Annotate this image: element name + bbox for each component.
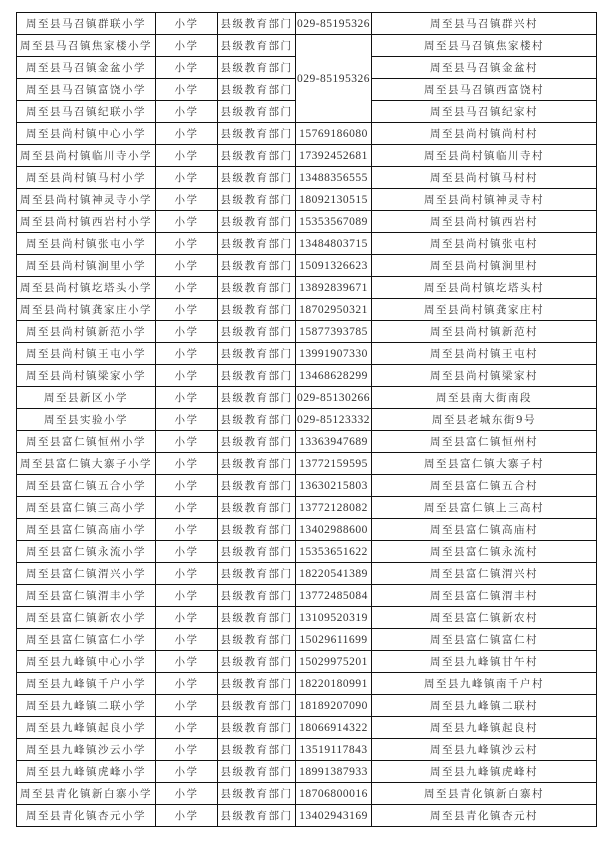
table-row bbox=[17, 585, 597, 607]
department-cell: 县级教育部门 bbox=[218, 189, 296, 211]
department-cell: 县级教育部门 bbox=[218, 673, 296, 695]
school-name-cell: 周至县九峰镇起良小学 bbox=[17, 717, 156, 739]
table-row bbox=[17, 211, 597, 233]
phone-cell: 15353651622 bbox=[296, 541, 372, 563]
school-level-cell: 小学 bbox=[156, 123, 218, 145]
school-name-cell: 周至县富仁镇高庙小学 bbox=[17, 519, 156, 541]
table-row bbox=[17, 343, 597, 365]
table-body bbox=[17, 13, 597, 827]
phone-cell: 13488356555 bbox=[296, 167, 372, 189]
department-cell: 县级教育部门 bbox=[218, 299, 296, 321]
address-cell: 周至县富仁镇高庙村 bbox=[372, 519, 597, 541]
table-row bbox=[17, 321, 597, 343]
department-cell: 县级教育部门 bbox=[218, 607, 296, 629]
school-name-cell: 周至县青化镇新白寨小学 bbox=[17, 783, 156, 805]
address-cell: 周至县马召镇金盆村 bbox=[372, 57, 597, 79]
table-row bbox=[17, 299, 597, 321]
address-cell: 周至县尚村镇新范村 bbox=[372, 321, 597, 343]
school-level-cell: 小学 bbox=[156, 761, 218, 783]
school-name-cell: 周至县九峰镇二联小学 bbox=[17, 695, 156, 717]
phone-cell: 15353567089 bbox=[296, 211, 372, 233]
address-cell: 周至县九峰镇起良村 bbox=[372, 717, 597, 739]
phone-cell: 13468628299 bbox=[296, 365, 372, 387]
school-name-cell: 周至县九峰镇千户小学 bbox=[17, 673, 156, 695]
school-name-cell: 周至县富仁镇三高小学 bbox=[17, 497, 156, 519]
department-cell: 县级教育部门 bbox=[218, 629, 296, 651]
phone-cell: 13402988600 bbox=[296, 519, 372, 541]
school-name-cell: 周至县新区小学 bbox=[17, 387, 156, 409]
address-cell: 周至县尚村镇龚家庄村 bbox=[372, 299, 597, 321]
table-row bbox=[17, 365, 597, 387]
address-cell: 周至县尚村镇神灵寺村 bbox=[372, 189, 597, 211]
table-row bbox=[17, 717, 597, 739]
department-cell: 县级教育部门 bbox=[218, 585, 296, 607]
address-cell: 周至县尚村镇梁家村 bbox=[372, 365, 597, 387]
phone-cell: 15769186080 bbox=[296, 123, 372, 145]
phone-cell: 15029611699 bbox=[296, 629, 372, 651]
phone-cell: 13484803715 bbox=[296, 233, 372, 255]
phone-cell: 13363947689 bbox=[296, 431, 372, 453]
department-cell: 县级教育部门 bbox=[218, 453, 296, 475]
school-level-cell: 小学 bbox=[156, 695, 218, 717]
school-level-cell: 小学 bbox=[156, 563, 218, 585]
address-cell: 周至县富仁镇大寨子村 bbox=[372, 453, 597, 475]
school-name-cell: 周至县尚村镇梁家小学 bbox=[17, 365, 156, 387]
school-name-cell: 周至县马召镇纪联小学 bbox=[17, 101, 156, 123]
school-level-cell: 小学 bbox=[156, 431, 218, 453]
school-level-cell: 小学 bbox=[156, 343, 218, 365]
school-level-cell: 小学 bbox=[156, 13, 218, 35]
school-name-cell: 周至县尚村镇涧里小学 bbox=[17, 255, 156, 277]
phone-cell: 13402943169 bbox=[296, 805, 372, 827]
school-level-cell: 小学 bbox=[156, 519, 218, 541]
table-row bbox=[17, 783, 597, 805]
department-cell: 县级教育部门 bbox=[218, 563, 296, 585]
school-name-cell: 周至县尚村镇龚家庄小学 bbox=[17, 299, 156, 321]
phone-cell: 15029975201 bbox=[296, 651, 372, 673]
table-row bbox=[17, 805, 597, 827]
address-cell: 周至县尚村镇圪塔头村 bbox=[372, 277, 597, 299]
table-row bbox=[17, 167, 597, 189]
address-cell: 周至县富仁镇新农村 bbox=[372, 607, 597, 629]
school-level-cell: 小学 bbox=[156, 585, 218, 607]
phone-cell: 18189207090 bbox=[296, 695, 372, 717]
table-row bbox=[17, 431, 597, 453]
department-cell: 县级教育部门 bbox=[218, 387, 296, 409]
department-cell: 县级教育部门 bbox=[218, 57, 296, 79]
school-level-cell: 小学 bbox=[156, 409, 218, 431]
phone-cell: 18991387933 bbox=[296, 761, 372, 783]
school-level-cell: 小学 bbox=[156, 651, 218, 673]
address-cell: 周至县尚村镇临川寺村 bbox=[372, 145, 597, 167]
table-row bbox=[17, 695, 597, 717]
school-level-cell: 小学 bbox=[156, 783, 218, 805]
phone-cell: 13109520319 bbox=[296, 607, 372, 629]
department-cell: 县级教育部门 bbox=[218, 343, 296, 365]
address-cell: 周至县马召镇焦家楼村 bbox=[372, 35, 597, 57]
school-level-cell: 小学 bbox=[156, 497, 218, 519]
school-name-cell: 周至县尚村镇中心小学 bbox=[17, 123, 156, 145]
school-name-cell: 周至县尚村镇张屯小学 bbox=[17, 233, 156, 255]
table-row bbox=[17, 145, 597, 167]
department-cell: 县级教育部门 bbox=[218, 277, 296, 299]
table-row bbox=[17, 277, 597, 299]
table-row bbox=[17, 453, 597, 475]
address-cell: 周至县九峰镇甘午村 bbox=[372, 651, 597, 673]
department-cell: 县级教育部门 bbox=[218, 13, 296, 35]
department-cell: 县级教育部门 bbox=[218, 783, 296, 805]
table-row bbox=[17, 673, 597, 695]
phone-cell: 18092130515 bbox=[296, 189, 372, 211]
table-row bbox=[17, 233, 597, 255]
school-level-cell: 小学 bbox=[156, 805, 218, 827]
department-cell: 县级教育部门 bbox=[218, 497, 296, 519]
table-row bbox=[17, 475, 597, 497]
department-cell: 县级教育部门 bbox=[218, 695, 296, 717]
phone-cell: 029-85195326 bbox=[296, 35, 372, 123]
address-cell: 周至县尚村镇涧里村 bbox=[372, 255, 597, 277]
address-cell: 周至县富仁镇永流村 bbox=[372, 541, 597, 563]
phone-cell: 18220180991 bbox=[296, 673, 372, 695]
school-level-cell: 小学 bbox=[156, 739, 218, 761]
table-row bbox=[17, 123, 597, 145]
address-cell: 周至县九峰镇二联村 bbox=[372, 695, 597, 717]
phone-cell: 029-85130266 bbox=[296, 387, 372, 409]
school-name-cell: 周至县九峰镇中心小学 bbox=[17, 651, 156, 673]
school-level-cell: 小学 bbox=[156, 717, 218, 739]
school-name-cell: 周至县富仁镇恒州小学 bbox=[17, 431, 156, 453]
department-cell: 县级教育部门 bbox=[218, 805, 296, 827]
school-name-cell: 周至县尚村镇圪塔头小学 bbox=[17, 277, 156, 299]
address-cell: 周至县老城东街9号 bbox=[372, 409, 597, 431]
school-name-cell: 周至县尚村镇王屯小学 bbox=[17, 343, 156, 365]
school-level-cell: 小学 bbox=[156, 541, 218, 563]
address-cell: 周至县尚村镇张屯村 bbox=[372, 233, 597, 255]
school-level-cell: 小学 bbox=[156, 387, 218, 409]
table-row bbox=[17, 255, 597, 277]
school-level-cell: 小学 bbox=[156, 145, 218, 167]
table-row bbox=[17, 739, 597, 761]
address-cell: 周至县马召镇群兴村 bbox=[372, 13, 597, 35]
school-level-cell: 小学 bbox=[156, 57, 218, 79]
address-cell: 周至县富仁镇五合村 bbox=[372, 475, 597, 497]
address-cell: 周至县青化镇新白寨村 bbox=[372, 783, 597, 805]
address-cell: 周至县尚村镇西岩村 bbox=[372, 211, 597, 233]
school-name-cell: 周至县马召镇群联小学 bbox=[17, 13, 156, 35]
address-cell: 周至县富仁镇富仁村 bbox=[372, 629, 597, 651]
department-cell: 县级教育部门 bbox=[218, 651, 296, 673]
address-cell: 周至县富仁镇渭丰村 bbox=[372, 585, 597, 607]
address-cell: 周至县九峰镇南千户村 bbox=[372, 673, 597, 695]
school-level-cell: 小学 bbox=[156, 299, 218, 321]
school-level-cell: 小学 bbox=[156, 35, 218, 57]
school-name-cell: 周至县尚村镇神灵寺小学 bbox=[17, 189, 156, 211]
address-cell: 周至县尚村镇马村村 bbox=[372, 167, 597, 189]
phone-cell: 18066914322 bbox=[296, 717, 372, 739]
address-cell: 周至县马召镇西富饶村 bbox=[372, 79, 597, 101]
address-cell: 周至县马召镇纪家村 bbox=[372, 101, 597, 123]
school-level-cell: 小学 bbox=[156, 101, 218, 123]
department-cell: 县级教育部门 bbox=[218, 123, 296, 145]
school-level-cell: 小学 bbox=[156, 189, 218, 211]
school-level-cell: 小学 bbox=[156, 79, 218, 101]
address-cell: 周至县富仁镇恒州村 bbox=[372, 431, 597, 453]
department-cell: 县级教育部门 bbox=[218, 475, 296, 497]
phone-cell: 13772159595 bbox=[296, 453, 372, 475]
table-row bbox=[17, 189, 597, 211]
address-cell: 周至县尚村镇王屯村 bbox=[372, 343, 597, 365]
school-level-cell: 小学 bbox=[156, 211, 218, 233]
school-level-cell: 小学 bbox=[156, 365, 218, 387]
department-cell: 县级教育部门 bbox=[218, 519, 296, 541]
table-row bbox=[17, 761, 597, 783]
school-name-cell: 周至县马召镇金盆小学 bbox=[17, 57, 156, 79]
school-name-cell: 周至县尚村镇临川寺小学 bbox=[17, 145, 156, 167]
school-name-cell: 周至县九峰镇沙云小学 bbox=[17, 739, 156, 761]
address-cell: 周至县富仁镇渭兴村 bbox=[372, 563, 597, 585]
department-cell: 县级教育部门 bbox=[218, 409, 296, 431]
school-name-cell: 周至县实验小学 bbox=[17, 409, 156, 431]
school-name-cell: 周至县富仁镇永流小学 bbox=[17, 541, 156, 563]
phone-cell: 18220541389 bbox=[296, 563, 372, 585]
school-level-cell: 小学 bbox=[156, 321, 218, 343]
phone-cell: 13630215803 bbox=[296, 475, 372, 497]
school-name-cell: 周至县马召镇焦家楼小学 bbox=[17, 35, 156, 57]
address-cell: 周至县九峰镇沙云村 bbox=[372, 739, 597, 761]
school-level-cell: 小学 bbox=[156, 629, 218, 651]
school-level-cell: 小学 bbox=[156, 255, 218, 277]
phone-cell: 13519117843 bbox=[296, 739, 372, 761]
school-name-cell: 周至县尚村镇新范小学 bbox=[17, 321, 156, 343]
school-level-cell: 小学 bbox=[156, 233, 218, 255]
table-row bbox=[17, 607, 597, 629]
school-name-cell: 周至县富仁镇富仁小学 bbox=[17, 629, 156, 651]
address-cell: 周至县富仁镇上三高村 bbox=[372, 497, 597, 519]
table-row bbox=[17, 651, 597, 673]
department-cell: 县级教育部门 bbox=[218, 211, 296, 233]
department-cell: 县级教育部门 bbox=[218, 167, 296, 189]
department-cell: 县级教育部门 bbox=[218, 79, 296, 101]
department-cell: 县级教育部门 bbox=[218, 431, 296, 453]
table-row bbox=[17, 35, 597, 57]
department-cell: 县级教育部门 bbox=[218, 255, 296, 277]
department-cell: 县级教育部门 bbox=[218, 541, 296, 563]
phone-cell: 15877393785 bbox=[296, 321, 372, 343]
department-cell: 县级教育部门 bbox=[218, 739, 296, 761]
department-cell: 县级教育部门 bbox=[218, 145, 296, 167]
school-name-cell: 周至县九峰镇虎峰小学 bbox=[17, 761, 156, 783]
school-name-cell: 周至县富仁镇大寨子小学 bbox=[17, 453, 156, 475]
phone-cell: 029-85195326 bbox=[296, 13, 372, 35]
school-level-cell: 小学 bbox=[156, 453, 218, 475]
school-level-cell: 小学 bbox=[156, 167, 218, 189]
department-cell: 县级教育部门 bbox=[218, 321, 296, 343]
phone-cell: 18702950321 bbox=[296, 299, 372, 321]
phone-cell: 17392452681 bbox=[296, 145, 372, 167]
department-cell: 县级教育部门 bbox=[218, 233, 296, 255]
department-cell: 县级教育部门 bbox=[218, 717, 296, 739]
table-row bbox=[17, 541, 597, 563]
school-name-cell: 周至县马召镇富饶小学 bbox=[17, 79, 156, 101]
department-cell: 县级教育部门 bbox=[218, 35, 296, 57]
school-name-cell: 周至县青化镇杏元小学 bbox=[17, 805, 156, 827]
school-name-cell: 周至县富仁镇新农小学 bbox=[17, 607, 156, 629]
school-name-cell: 周至县尚村镇马村小学 bbox=[17, 167, 156, 189]
school-level-cell: 小学 bbox=[156, 277, 218, 299]
school-level-cell: 小学 bbox=[156, 607, 218, 629]
school-level-cell: 小学 bbox=[156, 673, 218, 695]
table-row bbox=[17, 519, 597, 541]
phone-cell: 13991907330 bbox=[296, 343, 372, 365]
school-level-cell: 小学 bbox=[156, 475, 218, 497]
address-cell: 周至县尚村镇尚村村 bbox=[372, 123, 597, 145]
address-cell: 周至县九峰镇虎峰村 bbox=[372, 761, 597, 783]
address-cell: 周至县青化镇杏元村 bbox=[372, 805, 597, 827]
table-row bbox=[17, 497, 597, 519]
table-row bbox=[17, 409, 597, 431]
table-row bbox=[17, 387, 597, 409]
table-row bbox=[17, 563, 597, 585]
address-cell: 周至县南大街南段 bbox=[372, 387, 597, 409]
school-name-cell: 周至县富仁镇五合小学 bbox=[17, 475, 156, 497]
phone-cell: 13772485084 bbox=[296, 585, 372, 607]
phone-cell: 029-85123332 bbox=[296, 409, 372, 431]
department-cell: 县级教育部门 bbox=[218, 761, 296, 783]
phone-cell: 13892839671 bbox=[296, 277, 372, 299]
table-row bbox=[17, 13, 597, 35]
phone-cell: 18706800016 bbox=[296, 783, 372, 805]
department-cell: 县级教育部门 bbox=[218, 101, 296, 123]
school-name-cell: 周至县富仁镇渭兴小学 bbox=[17, 563, 156, 585]
table-row bbox=[17, 629, 597, 651]
school-name-cell: 周至县尚村镇西岩村小学 bbox=[17, 211, 156, 233]
phone-cell: 15091326623 bbox=[296, 255, 372, 277]
phone-cell: 13772128082 bbox=[296, 497, 372, 519]
department-cell: 县级教育部门 bbox=[218, 365, 296, 387]
school-directory-table bbox=[16, 12, 597, 827]
school-name-cell: 周至县富仁镇渭丰小学 bbox=[17, 585, 156, 607]
